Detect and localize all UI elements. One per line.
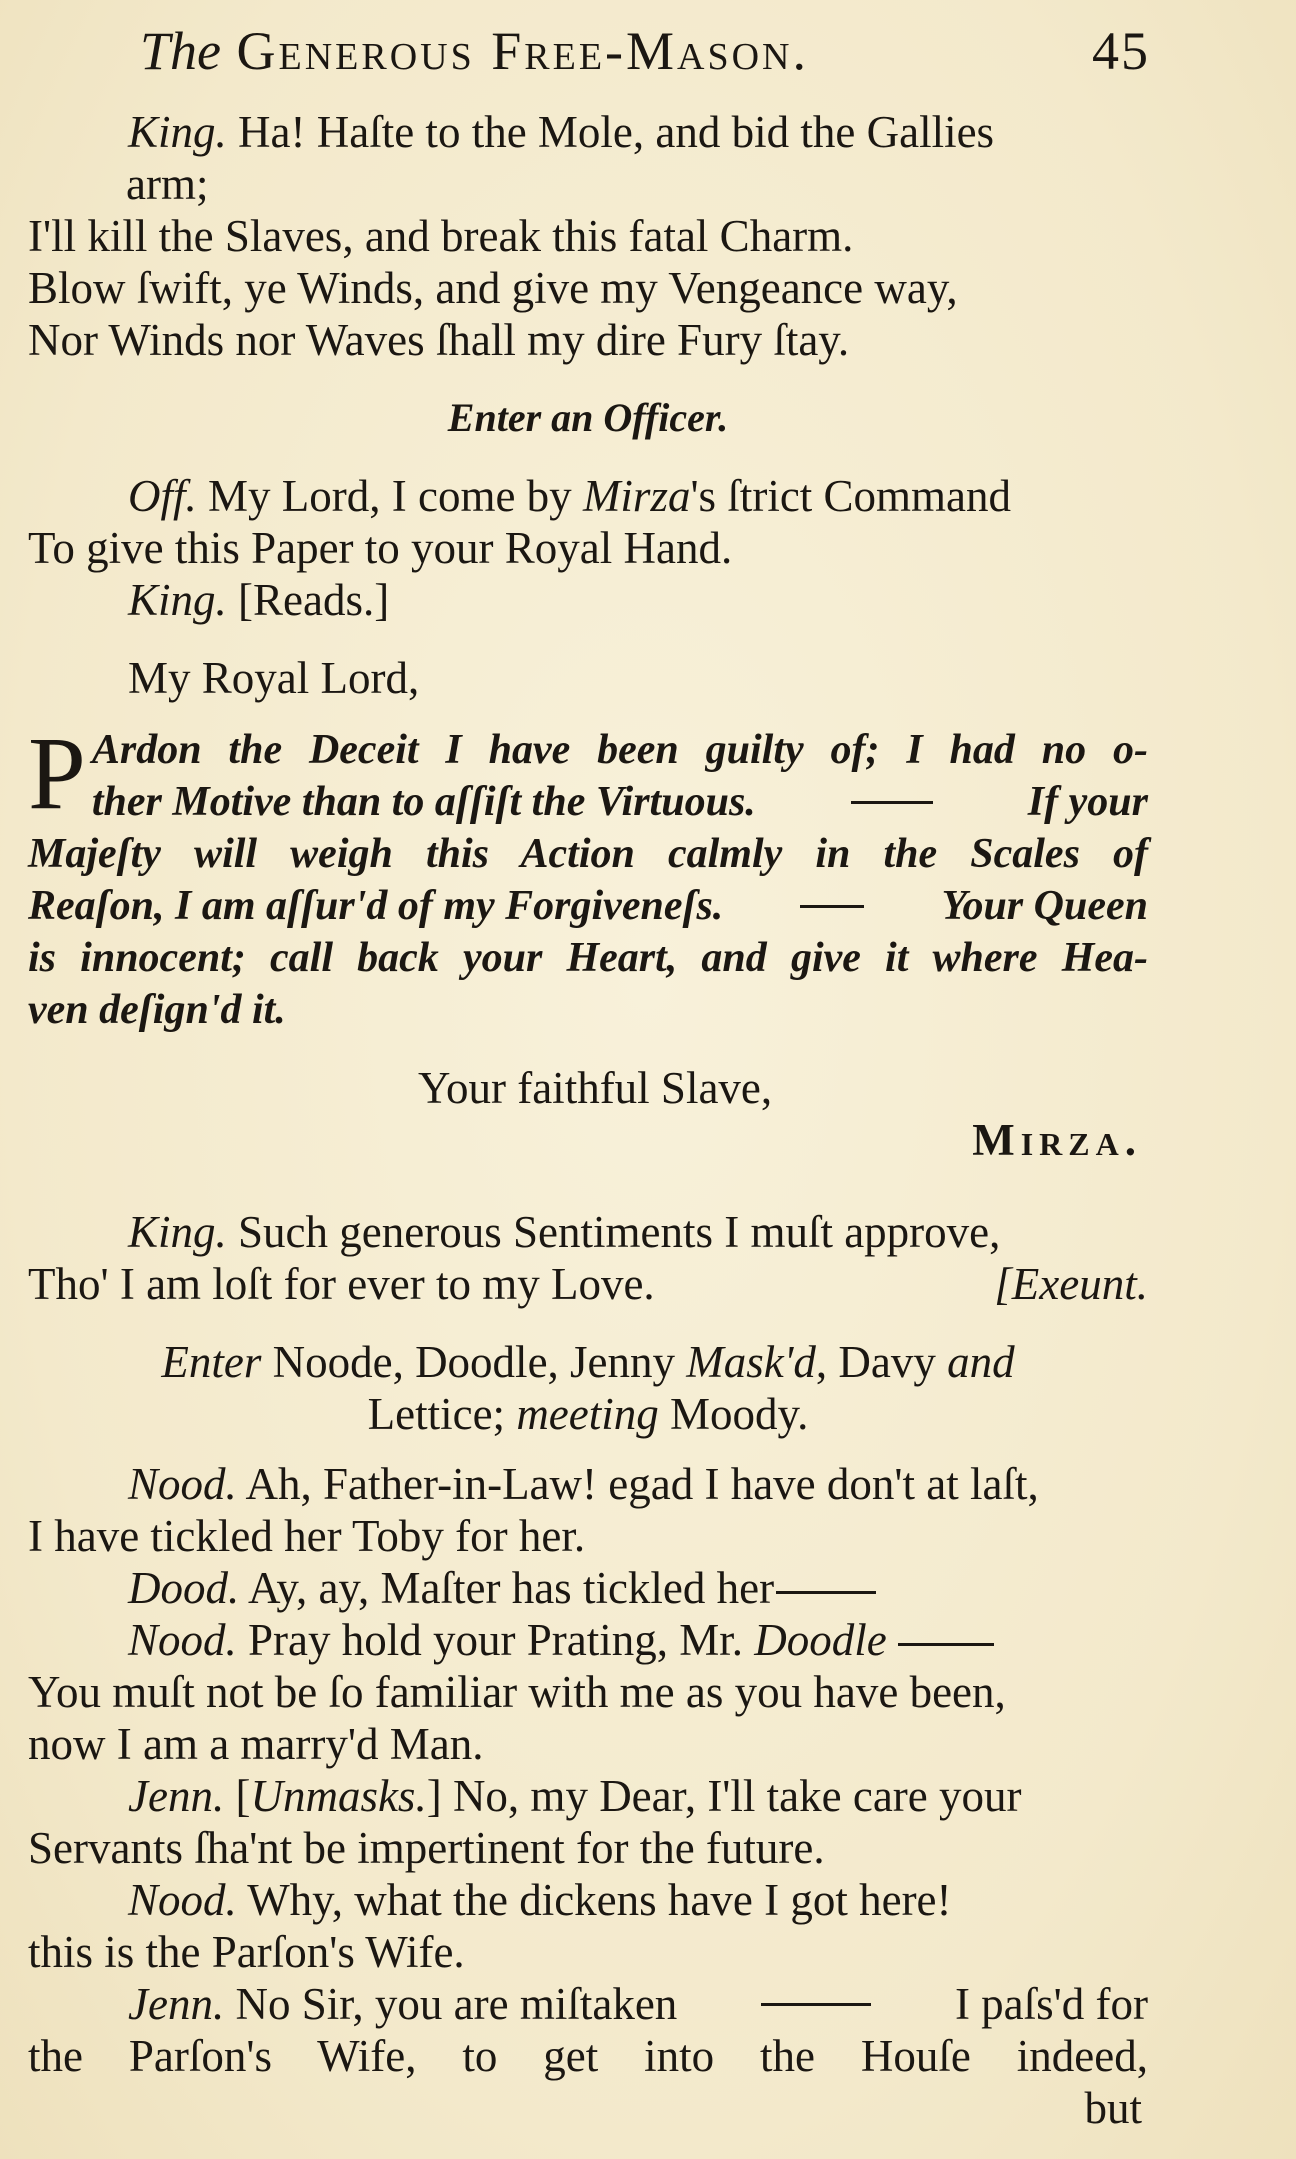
prose-line: You muſt not be ſo familiar with me as you have been, bbox=[28, 1667, 1006, 1717]
verse-line: Nor Winds nor Waves ſhall my dire Fury ſtay. bbox=[28, 315, 850, 365]
letter-signature: Mirza. bbox=[972, 1115, 1142, 1165]
speaker-name: Jenn. bbox=[128, 1979, 225, 2029]
stage-direction: Lettice; meeting Moody. bbox=[367, 1389, 809, 1439]
speech-line: King. Ha! Haſte to the Mole, and bid the Gallies bbox=[128, 107, 995, 157]
letter-closing: Your faithful Slave, bbox=[418, 1063, 773, 1113]
verse-line: I'll kill the Slaves, and break this fatal Charm. bbox=[28, 211, 854, 261]
speech-line: Jenn. [Unmasks.] No, my Dear, I'll take care your bbox=[128, 1771, 1022, 1821]
running-title: The Generous Free-Mason. bbox=[140, 21, 809, 81]
letter-line: Majeſty will weigh this Action calmly in the Scales of bbox=[28, 831, 1148, 877]
stage-direction: Enter Noode, Doodle, Jenny Mask'd, Davy and bbox=[161, 1337, 1015, 1387]
speaker-name: Nood. bbox=[128, 1875, 237, 1925]
prose-line: the Parſon's Wife, to get into the Houſe indeed, bbox=[28, 2031, 1148, 2081]
catchword: but bbox=[1084, 2083, 1142, 2133]
prose-line: this is the Parſon's Wife. bbox=[28, 1927, 465, 1977]
prose-line: Servants ſha'nt be impertinent for the future. bbox=[28, 1823, 825, 1873]
speaker-name: Nood. bbox=[128, 1459, 237, 1509]
em-dash bbox=[761, 2003, 871, 2006]
speech-line: Dood. Ay, ay, Maſter has tickled her bbox=[28, 1562, 1148, 1614]
speaker-name: Nood. bbox=[128, 1615, 237, 1665]
verse-line: Tho' I am loſt for ever to my Love. [Exeunt. bbox=[28, 1259, 1148, 1309]
speaker-name: Jenn. bbox=[128, 1771, 225, 1821]
letter-line: ther Motive than to aſſiſt the Virtuous. If your bbox=[91, 779, 1148, 825]
em-dash bbox=[898, 1643, 994, 1646]
speaker-name: King. bbox=[128, 107, 227, 157]
em-dash bbox=[800, 905, 864, 908]
prose-line: now I am a marry'd Man. bbox=[28, 1719, 484, 1769]
verse-line: Blow ſwift, ye Winds, and give my Vengeance way, bbox=[28, 263, 958, 313]
verse-line: arm; bbox=[126, 159, 209, 209]
drop-cap: P bbox=[28, 716, 86, 831]
speech-line: Nood. Why, what the dickens have I got here! bbox=[128, 1875, 952, 1925]
em-dash bbox=[776, 1591, 876, 1594]
speech-line: Off. My Lord, I come by Mirza's ſtrict Command bbox=[128, 471, 1012, 521]
running-header bbox=[140, 20, 1150, 90]
speaker-name: King. bbox=[128, 575, 227, 625]
page-number: 45 bbox=[1092, 21, 1150, 81]
letter-line: ven deſign'd it. bbox=[28, 987, 286, 1033]
speech-line: King. Such generous Sentiments I muſt approve, bbox=[128, 1207, 1001, 1257]
speaker-name: King. bbox=[128, 1207, 227, 1257]
speech-line: Nood. Ah, Father-in-Law! egad I have don't at laſt, bbox=[128, 1459, 1039, 1509]
speech-line: King. [Reads.] bbox=[128, 575, 390, 625]
speaker-name: Off. bbox=[128, 471, 197, 521]
letter-body bbox=[28, 716, 1148, 1036]
play-text bbox=[28, 106, 1148, 2134]
letter-line: is innocent; call back your Heart, and give it where Hea- bbox=[28, 935, 1148, 981]
prose-line: I have tickled her Toby for her. bbox=[28, 1511, 586, 1561]
em-dash bbox=[851, 801, 933, 804]
speech-line: Nood. Pray hold your Prating, Mr. Doodle bbox=[28, 1614, 1148, 1666]
exit-direction: [Exeunt. bbox=[994, 1259, 1148, 1309]
stage-direction: Enter an Officer. bbox=[447, 395, 729, 440]
speech-line: Jenn. No Sir, you are miſtaken I paſs'd for bbox=[128, 1979, 1148, 2029]
letter-line: Reaſon, I am aſſur'd of my Forgiveneſs. Your Queen bbox=[28, 883, 1148, 929]
letter-salutation: My Royal Lord, bbox=[128, 653, 420, 703]
letter-line: Ardon the Deceit I have been guilty of; I had no o- bbox=[91, 727, 1148, 773]
verse-line: To give this Paper to your Royal Hand. bbox=[28, 523, 733, 573]
speaker-name: Dood. bbox=[128, 1563, 240, 1613]
